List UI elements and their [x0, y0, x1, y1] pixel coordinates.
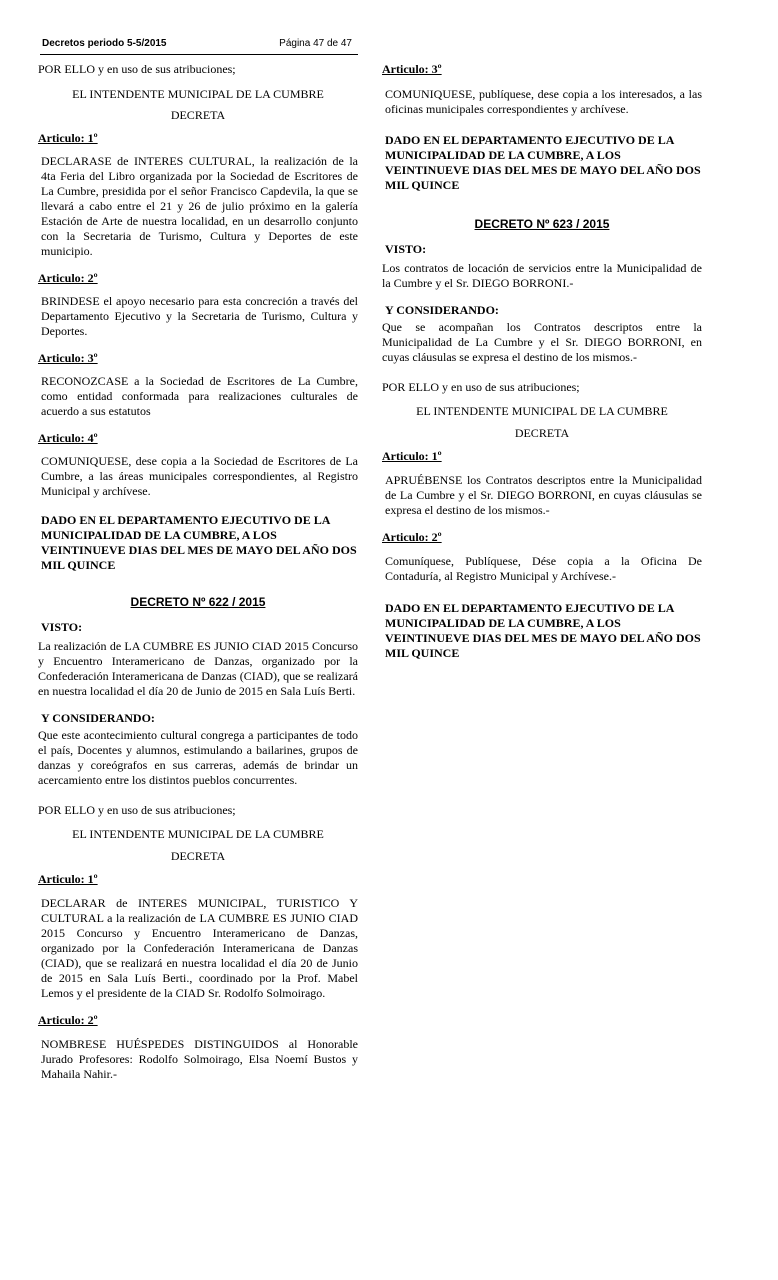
decree-623-article-2-title: Articulo: 2º [382, 530, 442, 544]
right-article-3-text: COMUNIQUESE, publíquese, dese copia a los interesados, a las oficinas municipales correspondientes y archívese. [385, 87, 702, 116]
right-dado-closing-2: DADO EN EL DEPARTAMENTO EJECUTIVO DE LA MUNICIPALIDAD DE LA CUMBRE, A LOS VEINTINUEVE DIAS DEL MES DE MAYO DEL AÑO DOS MIL QUINCE [385, 601, 701, 660]
por-ello-text: POR ELLO y en uso de sus atribuciones; [38, 62, 236, 76]
right-article-3-title: Articulo: 3º [382, 62, 442, 76]
article-1-title: Articulo: 1º [38, 131, 98, 145]
header-page-number: Página 47 de 47 [279, 38, 352, 49]
visto-text: La realización de LA CUMBRE ES JUNIO CIAD 2015 Concurso y Encuentro Interamericano de Danzas, organizado por la Confederación Interamericana de Danzas (CIAD), que se realizará en nuestra localidad el día 20 de Junio de 2015 en Sala Luís Berti. [38, 639, 358, 698]
right-considerando-label: Y CONSIDERANDO: [385, 303, 499, 317]
decree-622-article-2-text: NOMBRESE HUÉSPEDES DISTINGUIDOS al Honorable Jurado Profesores: Rodolfo Solmoirago, Elsa Noemí Bustos y Mahaila Nahir.- [41, 1037, 358, 1081]
right-visto-label: VISTO: [385, 242, 427, 256]
decree-623-article-2-text: Comuníquese, Publíquese, Dése copia a la Oficina De Contaduría, al Registro Municipal y Archívese.- [385, 554, 702, 583]
visto-label: VISTO: [41, 620, 83, 634]
page-header [40, 36, 358, 55]
dado-closing: DADO EN EL DEPARTAMENTO EJECUTIVO DE LA MUNICIPALIDAD DE LA CUMBRE, A LOS VEINTINUEVE DIAS DEL MES DE MAYO DEL AÑO DOS MIL QUINCE [41, 513, 357, 572]
decree-622-title: DECRETO Nº 622 / 2015 [130, 595, 266, 609]
article-2-text: BRINDESE el apoyo necesario para esta concreción a través del Departamento Ejecutivo y la Secretaria de Turismo, Cultura y Deportes. [41, 294, 358, 338]
right-decreta-heading: DECRETA [514, 426, 570, 440]
decree-623-article-1-text: APRUÉBENSE los Contratos descriptos entre la Municipalidad de La Cumbre y el Sr. DIEGO BORRONI, en cuyas cláusulas se expresa el destino de los mismos.- [385, 473, 702, 517]
right-column [382, 62, 702, 661]
left-column [38, 62, 358, 1082]
right-intendente-heading: EL INTENDENTE MUNICIPAL DE LA CUMBRE [416, 404, 668, 418]
article-3-text: RECONOZCASE a la Sociedad de Escritores de La Cumbre, como entidad conformada para realizaciones culturales de acuerdo a sus estatutos [41, 374, 358, 418]
intendente-heading-2: EL INTENDENTE MUNICIPAL DE LA CUMBRE [72, 827, 324, 841]
right-por-ello-text: POR ELLO y en uso de sus atribuciones; [382, 380, 580, 394]
considerando-label: Y CONSIDERANDO: [41, 711, 155, 725]
decree-623-title: DECRETO Nº 623 / 2015 [474, 217, 610, 231]
decreta-heading: DECRETA [170, 108, 226, 122]
decree-622-article-1-title: Articulo: 1º [38, 872, 98, 886]
intendente-heading: EL INTENDENTE MUNICIPAL DE LA CUMBRE [72, 87, 324, 101]
right-dado-closing: DADO EN EL DEPARTAMENTO EJECUTIVO DE LA MUNICIPALIDAD DE LA CUMBRE, A LOS VEINTINUEVE DIAS DEL MES DE MAYO DEL AÑO DOS MIL QUINCE [385, 133, 701, 192]
header-title: Decretos periodo 5-5/2015 [42, 38, 167, 49]
right-considerando-text: Que se acompañan los Contratos descriptos entre la Municipalidad de La Cumbre y el Sr. DIEGO BORRONI, en cuyas cláusulas se expresa el destino de los mismos.- [382, 320, 702, 364]
article-3-title: Articulo: 3º [38, 351, 98, 365]
considerando-text: Que este acontecimiento cultural congrega a participantes de todo el país, Docentes y alumnos, estimulando a bailarines, grupos de danzas y coreógrafos en sus carreras, además de brindar un acercamiento entre los distintos pueblos concurrentes. [38, 728, 358, 787]
decreta-heading-2: DECRETA [170, 849, 226, 863]
article-2-title: Articulo: 2º [38, 271, 98, 285]
por-ello-text-2: POR ELLO y en uso de sus atribuciones; [38, 803, 236, 817]
decree-623-article-1-title: Articulo: 1º [382, 449, 442, 463]
article-1-text: DECLARASE de INTERES CULTURAL, la realización de la 4ta Feria del Libro organizada por la Sociedad de Escritores de La Cumbre, presidida por el señor Francisco Capdevila, la que se llevará a cabo entre el 21 y 26 de julio próximo en la galería Estación de Arte de nuestra localidad, en un desarrollo conjunto con la Secretaria de Turismo, Cultura y Deportes de este municipio. [41, 154, 358, 258]
decree-622-article-1-text: DECLARAR de INTERES MUNICIPAL, TURISTICO Y CULTURAL a la realización de LA CUMBRE ES JUNIO CIAD 2015 Concurso y Encuentro Interamericano de Danzas, organizado por la Confederación Interamericana de Danzas (CIAD), que se realizará en nuestra localidad el día 20 de Junio de 2015 en Sala Luís Berti., coordinado por la Prof. Mabel Lemos y el presidente de la CIAD Sr. Rodolfo Solmoirago. [41, 896, 358, 1000]
right-visto-text: Los contratos de locación de servicios entre la Municipalidad de la Cumbre y el Sr. DIEGO BORRONI.- [382, 261, 702, 290]
article-4-title: Articulo: 4º [38, 431, 98, 445]
article-4-text: COMUNIQUESE, dese copia a la Sociedad de Escritores de La Cumbre, a las áreas municipales correspondientes, al Registro Municipal y archívese. [41, 454, 358, 498]
decree-622-article-2-title: Articulo: 2º [38, 1013, 98, 1027]
